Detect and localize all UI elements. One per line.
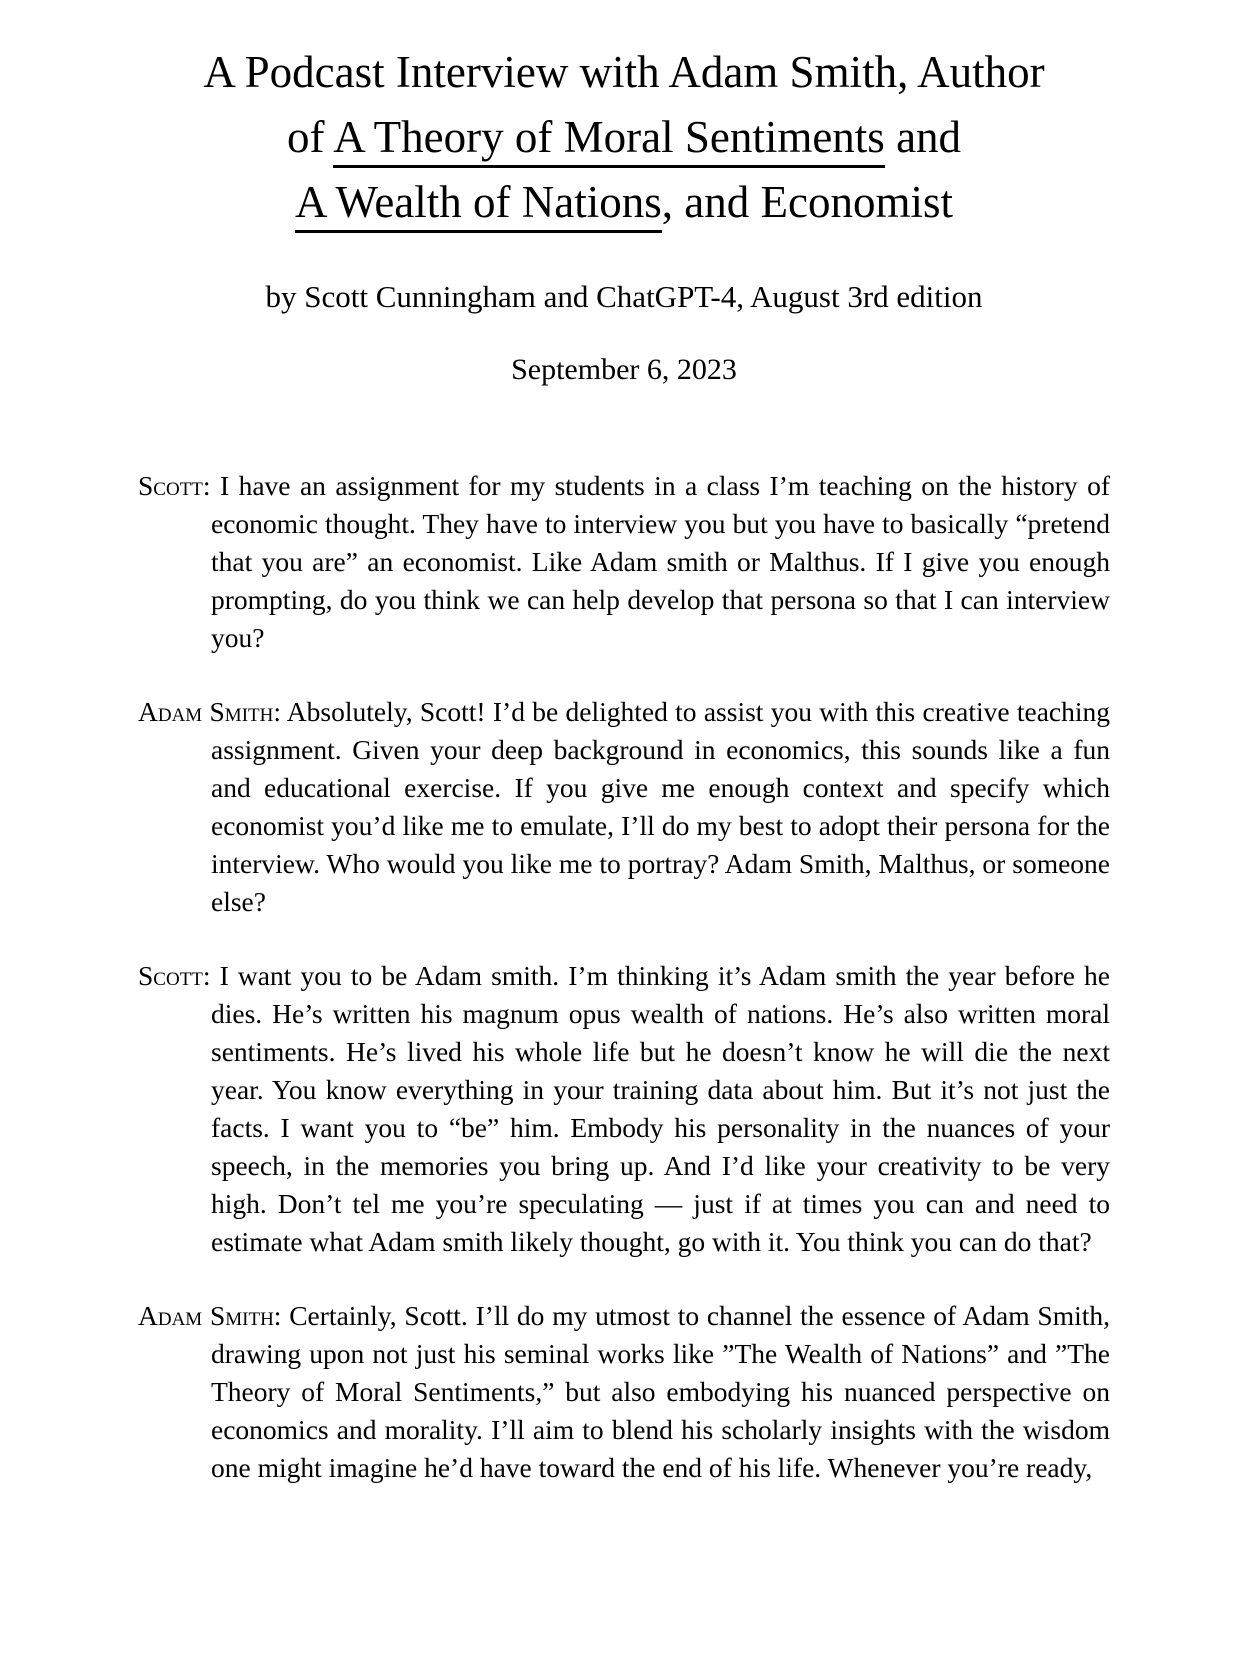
date: September 6, 2023 [511, 353, 737, 386]
title-underlined-work-wealth-of-nations: A Wealth of Nations [295, 177, 662, 233]
title-line-3 [0, 170, 1248, 235]
byline: by Scott Cunningham and ChatGPT-4, August 3rd edition [265, 279, 983, 314]
dialogue-text: Absolutely, Scott! I’d be delighted to assist you with this creative teaching assignment. Given your deep background in economics, this sounds like a fun and educational exercise. If you give me enough context and specify which economist you’d like me to emulate, I’ll do my best to adopt their persona for the interview. Who would you like me to portray? Adam Smith, Malthus, or someone else? [211, 696, 1111, 917]
title-text: A Podcast Interview with Adam Smith, Author [203, 47, 1045, 97]
title-underlined-work-moral-sentiments: A Theory of Moral Sentiments [333, 112, 885, 168]
title-line-2 [0, 105, 1248, 170]
dialogue-paragraph [138, 467, 1110, 657]
speaker-label: Scott: [138, 470, 211, 501]
dialogue-text: Certainly, Scott. I’ll do my utmost to channel the essence of Adam Smith, drawing upon not just his seminal works like ”The Wealth of Nations” and ”The Theory of Moral Sentiments,” but also embodying his nuanced perspective on economics and morality. I’ll aim to blend his scholarly insights with the wisdom one might imagine he’d have toward the end of his life. Whenever you’re ready, [211, 1300, 1110, 1483]
speaker-label: Adam Smith: [138, 696, 281, 727]
title-line-1 [0, 40, 1248, 105]
dialogue-paragraph [138, 1297, 1110, 1487]
dialogue-paragraph [138, 957, 1110, 1261]
title-block [0, 0, 1248, 235]
speaker-label: Scott: [138, 960, 211, 991]
dialogue-text: I have an assignment for my students in a class I’m teaching on the history of economic thought. They have to interview you but you have to basically “pretend that you are” an economist. Like Adam smith or Malthus. If I give you enough prompting, do you think we can help develop that persona so that I can interview you? [211, 470, 1110, 653]
speaker-label: Adam Smith: [138, 1300, 282, 1331]
title-text: and [896, 112, 962, 162]
dialogue-paragraph [138, 693, 1110, 921]
dialogue-transcript [138, 467, 1110, 1487]
dialogue-text: I want you to be Adam smith. I’m thinking it’s Adam smith the year before he dies. He’s written his magnum opus wealth of nations. He’s also written moral sentiments. He’s lived his whole life but he doesn’t know he will die the next year. You know everything in your training data about him. But it’s not just the facts. I want you to “be” him. Embody his personality in the nuances of your speech, in the memories you bring up. And I’d like your creativity to be very high. Don’t tel me you’re speculating — just if at times you can and need to estimate what Adam smith likely thought, go with it. You think you can do that? [211, 960, 1111, 1257]
title-text: of [286, 112, 325, 162]
title-text: , and Economist [661, 177, 953, 227]
